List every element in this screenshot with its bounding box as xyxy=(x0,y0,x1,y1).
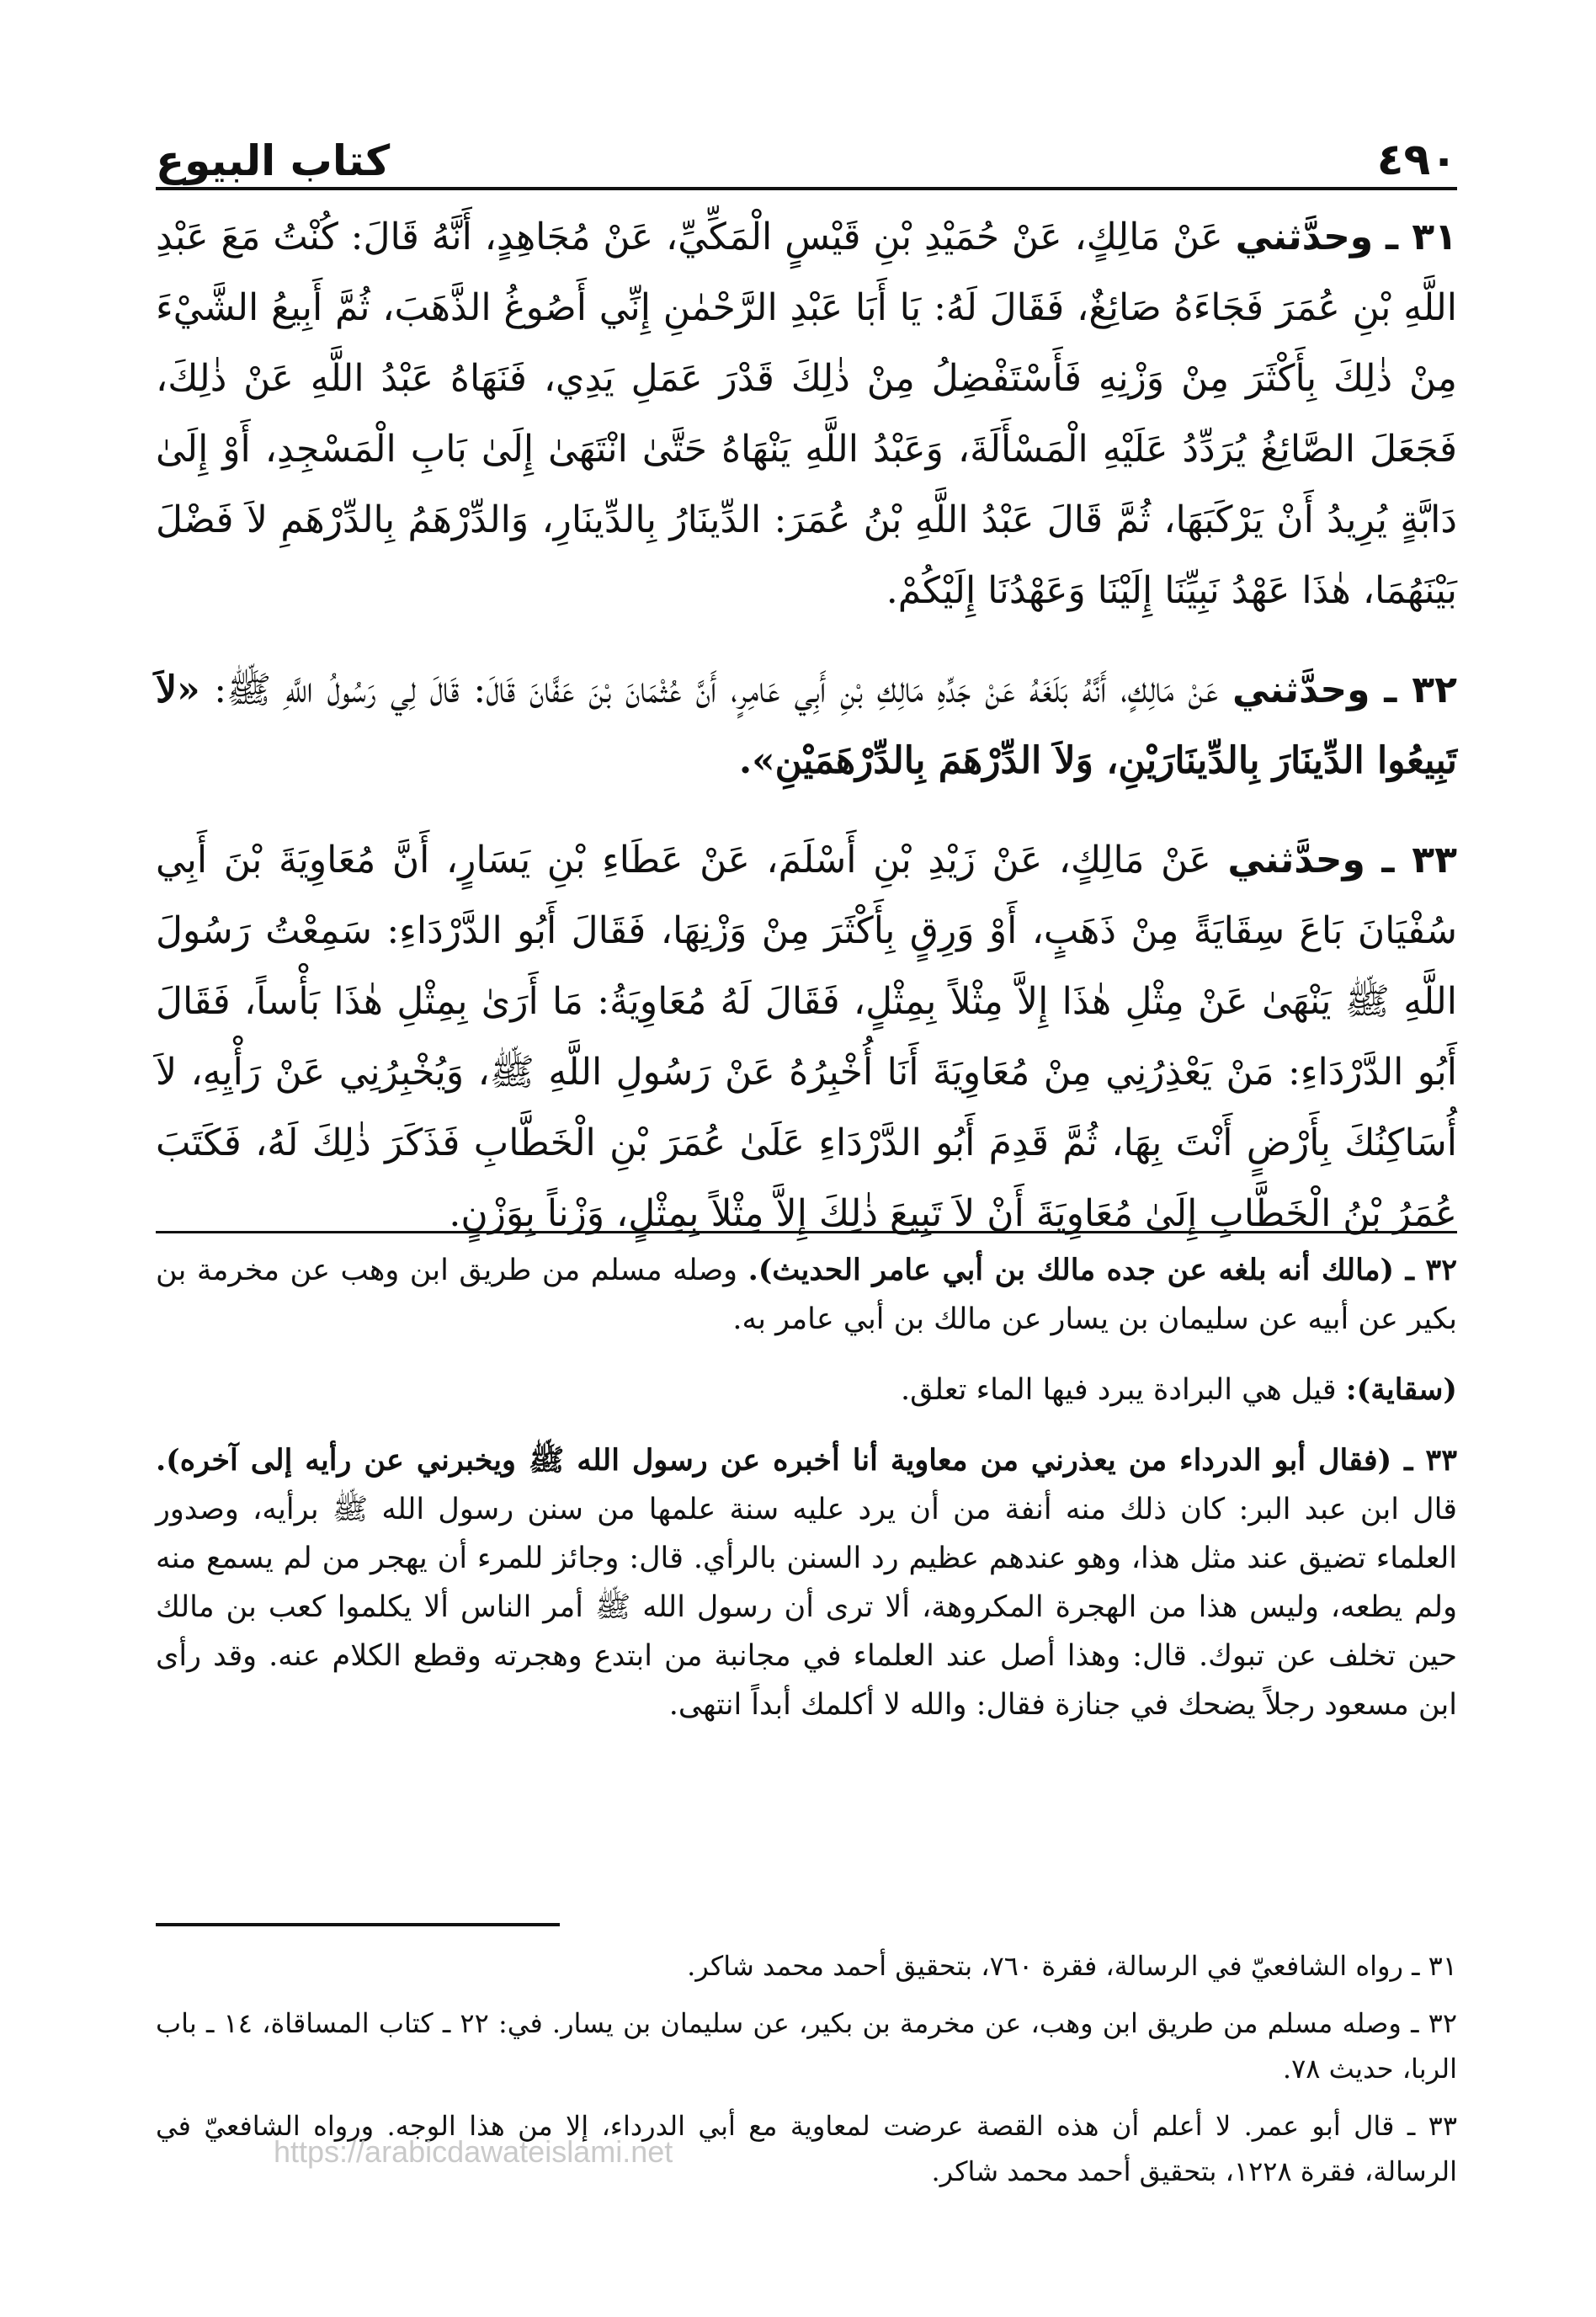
hadith-body: عَنْ مَالِكٍ، عَنْ حُمَيْدِ بْنِ قَيْسٍ الْمَكِّيِّ، عَنْ مُجَاهِدٍ، أَنَّهُ قَالَ: كُنْتُ مَعَ عَبْدِ اللَّهِ بْنِ عُمَرَ فَجَاءَهُ صَائِغٌ، فَقَالَ لَهُ: يَا أَبَا عَبْدِ الرَّحْمٰنِ إِنِّي أَصُوغُ الذَّهَبَ، ثُمَّ أَبِيعُ الشَّيْءَ مِنْ ذٰلِكَ بِأَكْثَرَ مِنْ وَزْنِهِ فَأَسْتَفْضِلُ مِنْ ذٰلِكَ قَدْرَ عَمَلِ يَدِي، فَنَهَاهُ عَبْدُ اللَّهِ عَنْ ذٰلِكَ، فَجَعَلَ الصَّائِغُ يُرَدِّدُ عَلَيْهِ الْمَسْأَلَةَ، وَعَبْدُ اللَّهِ يَنْهَاهُ حَتَّىٰ انْتَهَىٰ إِلَىٰ بَابِ الْمَسْجِدِ، أَوْ إِلَىٰ دَابَّةٍ يُرِيدُ أَنْ يَرْكَبَهَا، ثُمَّ قَالَ عَبْدُ اللَّهِ بْنُ عُمَرَ: الدِّينَارُ بِالدِّينَارِ، وَالدِّرْهَمُ بِالدِّرْهَمِ لاَ فَضْلَ بَيْنَهُمَا، هٰذَا عَهْدُ نَبِيِّنَا إِلَيْنَا وَعَهْدُنَا إِلَيْكُمْ. xyxy=(156,216,1457,612)
hadith-keyword: وحدَّثني xyxy=(1232,668,1370,711)
commentary-lead: ٣٣ ـ (فقال أبو الدرداء من يعذرني من معاوية أنا أخبره عن رسول الله ﷺ ويخبرني عن رأيه إلى آخره). xyxy=(156,1443,1457,1478)
commentary-body: قال ابن عبد البر: كان ذلك منه أنفة من أن يرد عليه سنة علمها من سنن رسول الله ﷺ برأيه، وصدور العلماء تضيق عند مثل هذا، وهو عندهم عظيم رد السنن بالرأي. قال: وجائز للمرء أن يهجر من لم يسمع منه ولم يطعه، وليس هذا من الهجرة المكروهة، ألا ترى أن رسول الله ﷺ أمر الناس ألا يكلموا كعب بن مالك حين تخلف عن تبوك. قال: وهذا أصل عند العلماء في مجانبة من ابتدع وهجرته وقطع الكلام عنه. وقد رأى ابن مسعود رجلاً يضحك في جنازة فقال: والله لا أكلمك أبداً انتهى. xyxy=(156,1493,1457,1722)
commentary-paragraph xyxy=(156,1436,1457,1729)
footnote: ٣١ ـ رواه الشافعيّ في الرسالة، فقرة ٧٦٠، بتحقيق أحمد محمد شاكر. xyxy=(687,1950,1457,1982)
hadith-number: ٣٢ ـ xyxy=(1384,668,1457,711)
commentary-body: قيل هي البرادة يبرد فيها الماء تعلق. xyxy=(900,1373,1346,1407)
hadith-keyword: وحدَّثني xyxy=(1235,216,1374,258)
commentary-paragraph xyxy=(156,1366,1457,1414)
book-page xyxy=(156,0,1457,2317)
running-title: كتاب البيوع xyxy=(156,136,391,185)
commentary-lead: (سقاية): xyxy=(1345,1372,1457,1407)
watermark: https://arabicdawateislami.net xyxy=(274,2134,673,2169)
footnote: ٣٢ ـ وصله مسلم من طريق ابن وهب، عن مخرمة بن بكير، عن سليمان بن يسار. في: ٢٢ ـ كتاب المساقاة، ١٤ ـ باب الربا، حديث ٧٨. xyxy=(156,2007,1458,2085)
hadith-body: عَنْ مَالِكٍ، أَنَّهُ بَلَغَهُ عَنْ جَدِّهِ مَالِكِ بْنِ أَبِي عَامِرٍ، أَنَّ عُثْمَانَ بْنَ عَفَّانَ قَالَ: قَالَ لِي رَسُولُ اللَّهِ ﷺ: xyxy=(200,668,1219,711)
hadith-text xyxy=(156,202,1457,1278)
hadith-body: عَنْ مَالِكٍ، عَنْ زَيْدِ بْنِ أَسْلَمَ، عَنْ عَطَاءِ بْنِ يَسَارٍ، أَنَّ مُعَاوِيَةَ بْنَ أَبِي سُفْيَانَ بَاعَ سِقَايَةً مِنْ ذَهَبٍ، أَوْ وَرِقٍ بِأَكْثَرَ مِنْ وَزْنِهَا، فَقَالَ أَبُو الدَّرْدَاءِ: سَمِعْتُ رَسُولَ اللَّهِ ﷺ يَنْهَىٰ عَنْ مِثْلِ هٰذَا إِلاَّ مِثْلاً بِمِثْلٍ، فَقَالَ لَهُ مُعَاوِيَةُ: مَا أَرَىٰ بِمِثْلِ هٰذَا بَأْساً، فَقَالَ أَبُو الدَّرْدَاءِ: مَنْ يَعْذِرُنِي مِنْ مُعَاوِيَةَ أَنَا أُخْبِرُهُ عَنْ رَسُولِ اللَّهِ ﷺ، وَيُخْبِرُنِي عَنْ رَأْيِهِ، لاَ أُسَاكِنُكَ بِأَرْضٍ أَنْتَ بِهَا، ثُمَّ قَدِمَ أَبُو الدَّرْدَاءِ عَلَىٰ عُمَرَ بْنِ الْخَطَّابِ فَذَكَرَ ذٰلِكَ لَهُ، فَكَتَبَ عُمَرُ بْنُ الْخَطَّابِ إِلَىٰ مُعَاوِيَةَ أَنْ لاَ تَبِيعَ ذٰلِكَ إِلاَّ مِثْلاً بِمِثْلٍ، وَزْناً بِوَزْنٍ. xyxy=(156,839,1457,1235)
footnote: ٣٣ ـ قال أبو عمر. لا أعلم أن هذه القصة عرضت لمعاوية مع أبي الدرداء، إلا من هذا الوجه. ورواه الشافعيّ في الرسالة، فقرة ١٢٢٨، بتحقيق أحمد محمد شاكر. xyxy=(156,2110,1458,2187)
text-commentary-divider xyxy=(156,1231,1457,1233)
hadith-number: ٣١ ـ xyxy=(1386,216,1457,258)
hadith-31 xyxy=(156,202,1457,626)
header-rule xyxy=(156,187,1457,190)
hadith-32 xyxy=(156,655,1457,796)
prophetic-quote: «لاَ تَبِيعُوا الدِّينَارَ بِالدِّينَارَيْنِ، وَلاَ الدِّرْهَمَ بِالدِّرْهَمَيْنِ». xyxy=(156,668,1457,782)
hadith-keyword: وحدَّثني xyxy=(1227,839,1365,882)
hadith-33 xyxy=(156,825,1457,1249)
page-number: ٤٩٠ xyxy=(1376,135,1457,185)
commentary-body: وصله مسلم من طريق ابن وهب عن مخرمة بن بكير عن أبيه عن سليمان بن يسار عن مالك بن أبي عامر به. xyxy=(156,1254,1457,1336)
commentary-paragraph xyxy=(156,1246,1457,1344)
footnote-divider xyxy=(156,1923,560,1926)
commentary-lead: ٣٢ ـ (مالك أنه بلغه عن جده مالك بن أبي عامر الحديث). xyxy=(747,1253,1457,1287)
page-header xyxy=(156,93,1457,185)
commentary-section xyxy=(156,1246,1457,1751)
hadith-number: ٣٣ ـ xyxy=(1381,839,1457,882)
